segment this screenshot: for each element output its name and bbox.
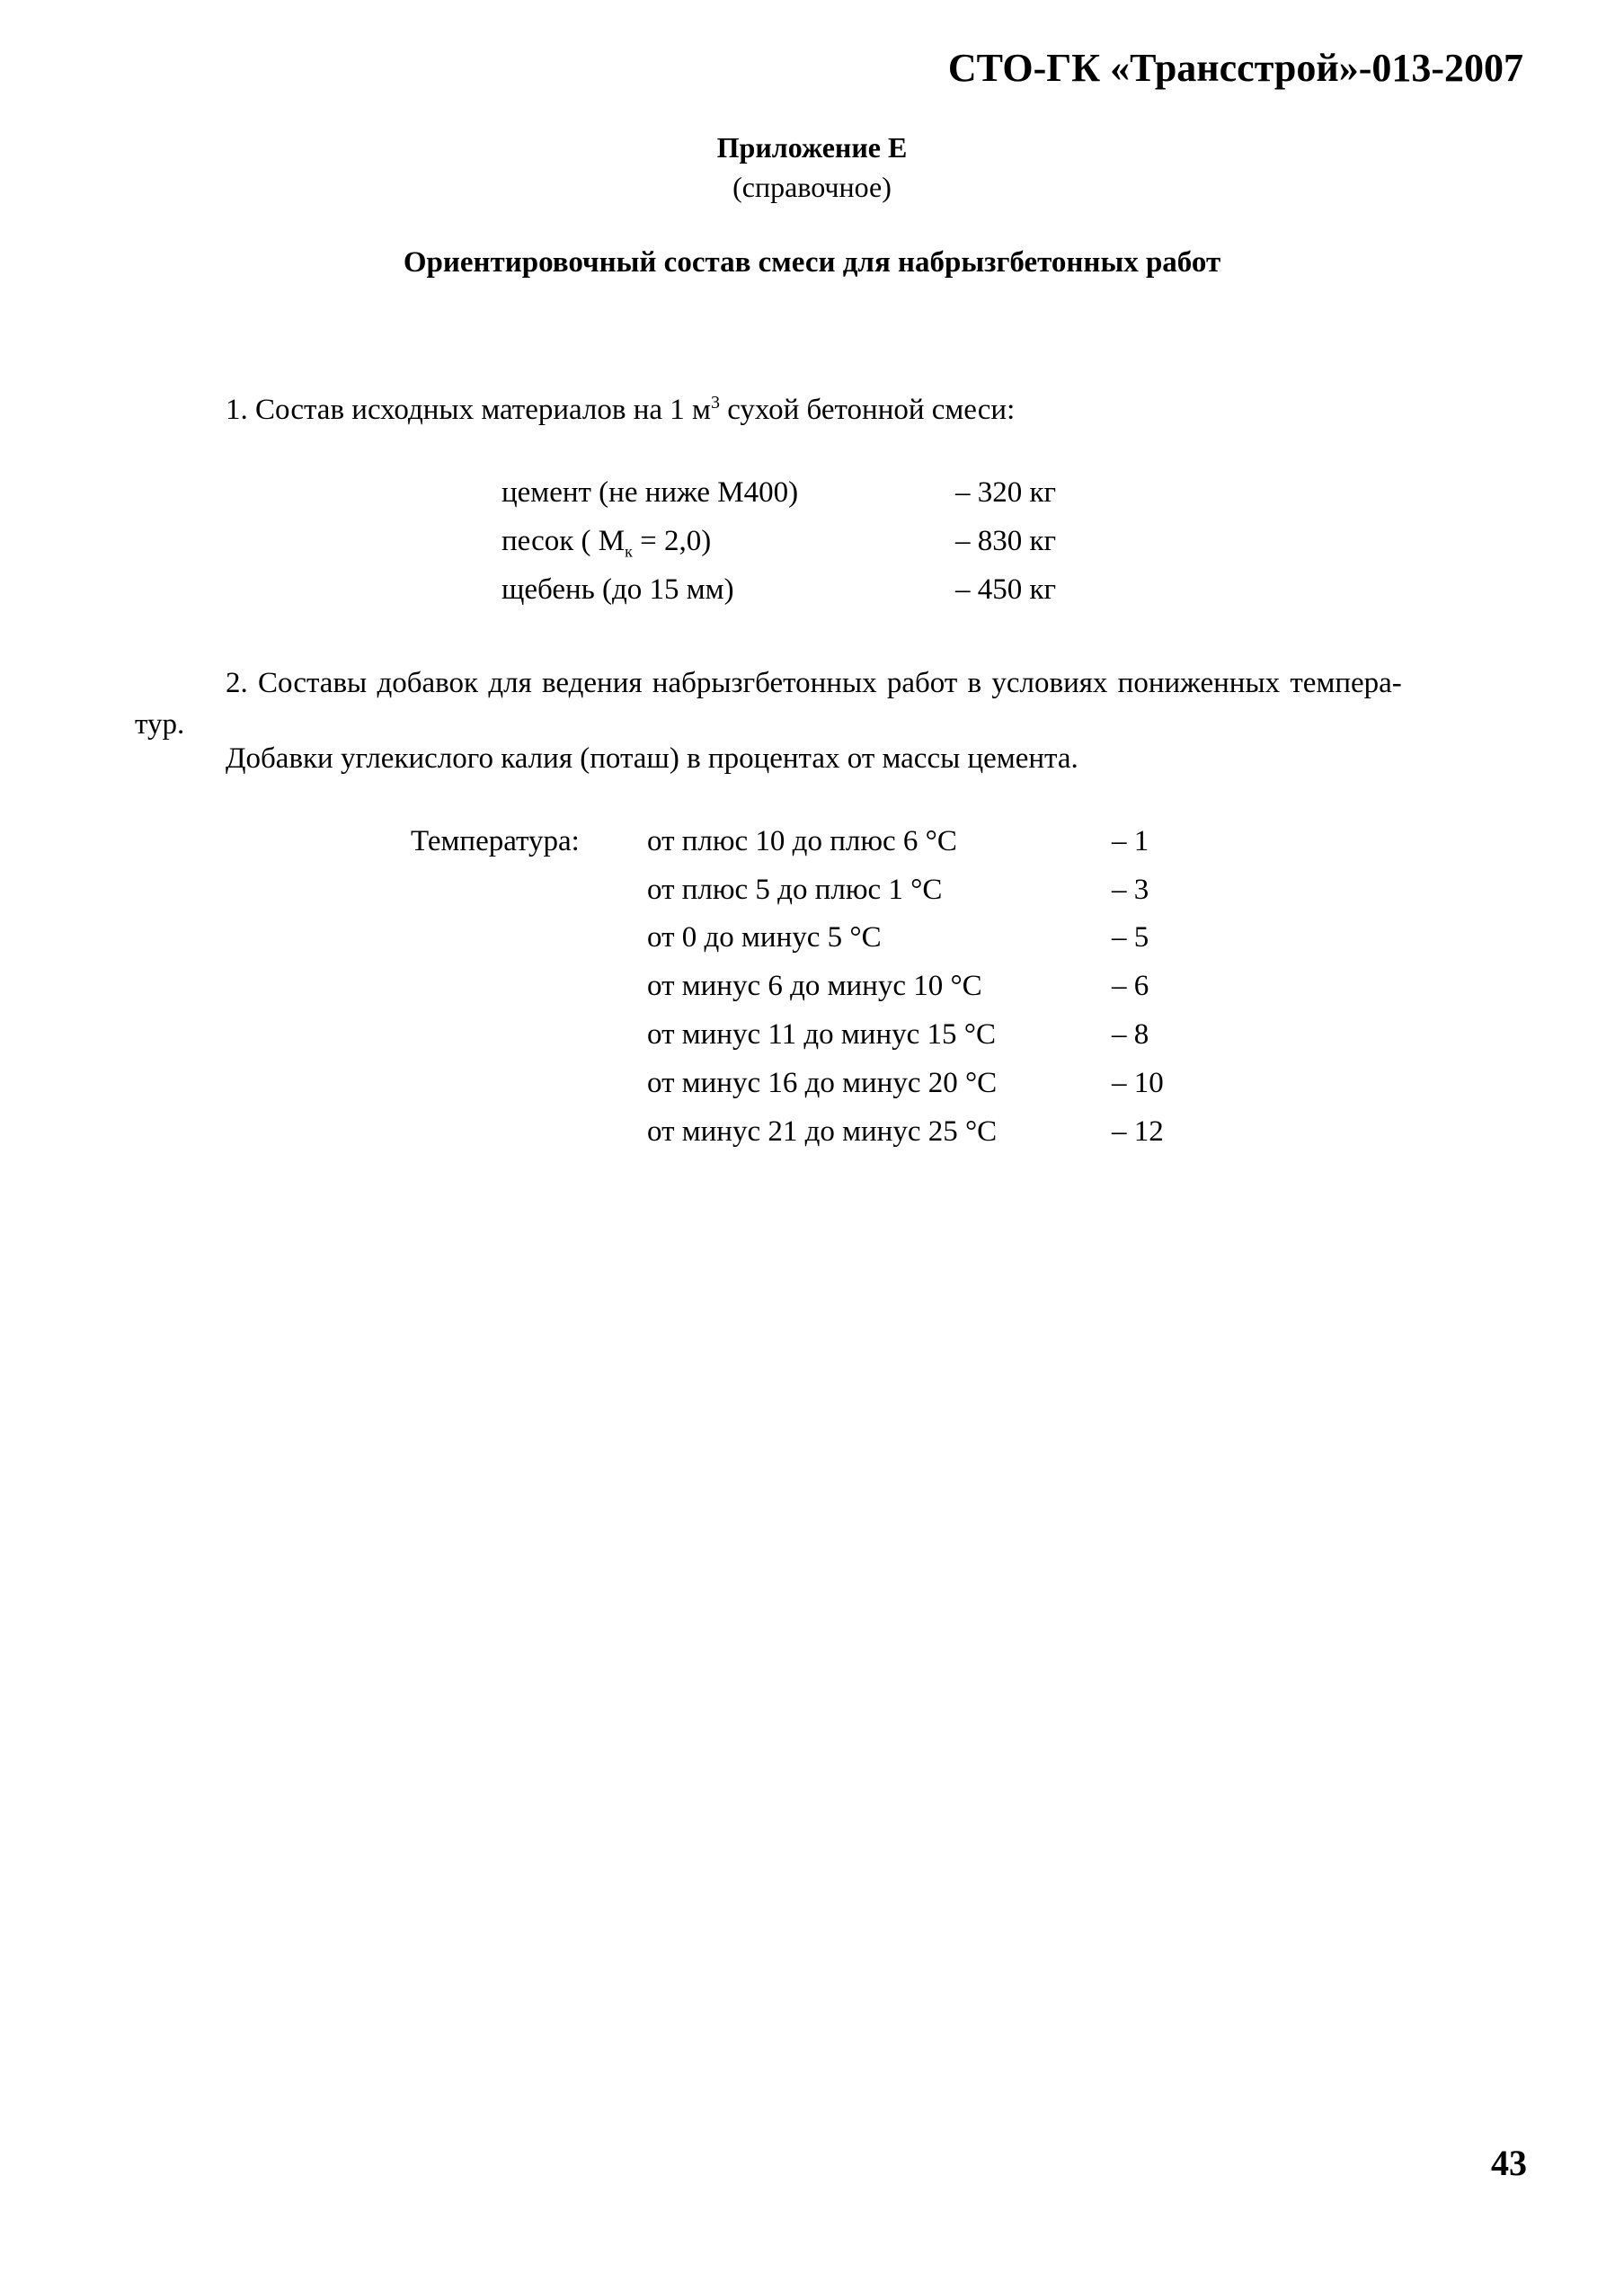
material-name: щебень (до 15 мм) [501, 573, 734, 606]
temperature-range: от плюс 10 до плюс 6 °С [647, 825, 957, 857]
additive-percent: – 10 [1112, 1067, 1164, 1099]
document-code-header: СТО-ГК «Трансстрой»-013-2007 [947, 46, 1523, 90]
additive-percent: – 6 [1112, 970, 1149, 1002]
section1-intro [226, 394, 1015, 427]
page-title: Ориентировочный состав смеси для набрызгбетонных работ [403, 246, 1221, 279]
temperature-range: от плюс 5 до плюс 1 °С [647, 874, 943, 906]
material-value: – 830 кг [955, 525, 1057, 557]
temperature-range: от минус 16 до минус 20 °С [647, 1067, 998, 1099]
temperature-range: от минус 6 до минус 10 °С [647, 970, 982, 1002]
section2-paragraph-line: Добавки углекислого калия (поташ) в процентах от массы цемента. [226, 742, 1078, 775]
section1-intro-tail: сухой бетонной смеси: [719, 394, 1016, 426]
material-name-text: песок ( М [501, 525, 626, 557]
section2-paragraph-line: тур. [135, 708, 185, 741]
appendix-title: Приложение Е [716, 131, 908, 164]
temperature-range: от минус 21 до минус 25 °С [647, 1115, 998, 1148]
section1-intro-superscript: 3 [710, 393, 720, 413]
section2-paragraph-line: 2. Составы добавок для ведения набрызгбетонных работ в условиях пониженных темпера- [226, 667, 1402, 699]
temperature-range: от 0 до минус 5 °С [647, 921, 882, 954]
material-name-tail: = 2,0) [632, 525, 712, 557]
appendix-subtitle: (справочное) [732, 171, 892, 203]
additive-percent: – 5 [1112, 921, 1149, 954]
additive-percent: – 3 [1112, 874, 1149, 906]
temperature-label: Температура: [411, 825, 580, 857]
material-value: – 450 кг [955, 573, 1057, 606]
material-name-subscript: к [625, 542, 633, 561]
temperature-range: от минус 11 до минус 15 °С [647, 1018, 996, 1051]
additive-percent: – 8 [1112, 1018, 1149, 1051]
section1-intro-text: 1. Состав исходных материалов на 1 м [226, 394, 711, 426]
page-number: 43 [1491, 2143, 1527, 2183]
additive-percent: – 12 [1112, 1115, 1164, 1148]
additive-percent: – 1 [1112, 825, 1149, 857]
material-value: – 320 кг [955, 476, 1057, 509]
material-name: цемент (не ниже М400) [501, 476, 799, 509]
material-name [501, 525, 712, 561]
